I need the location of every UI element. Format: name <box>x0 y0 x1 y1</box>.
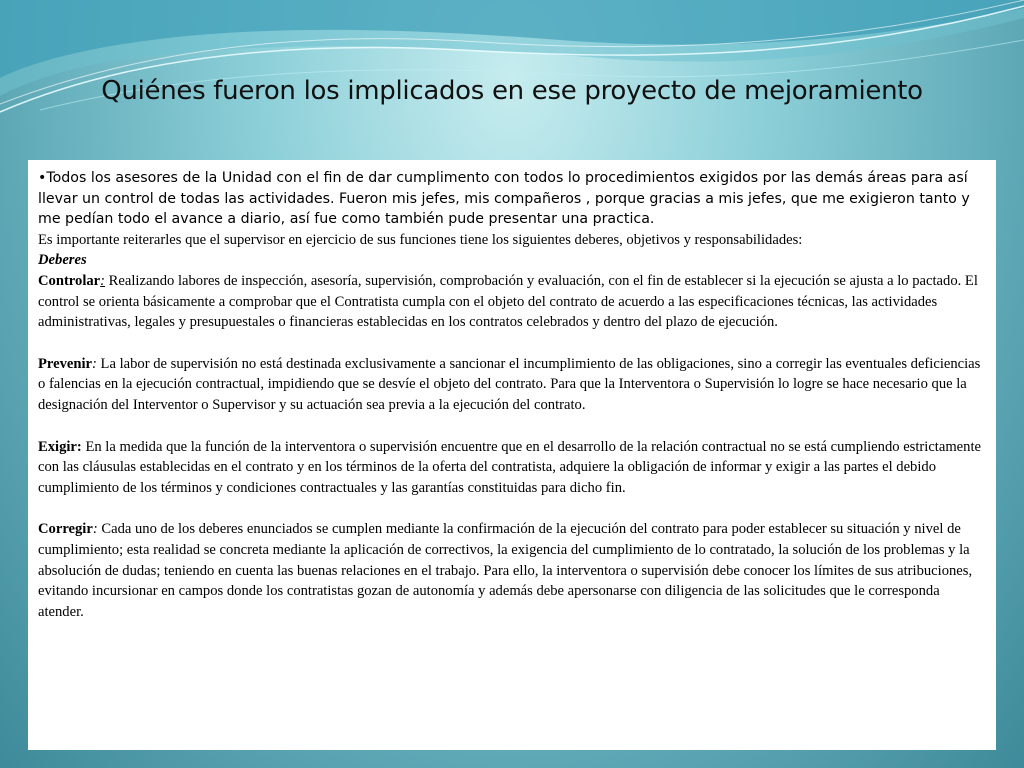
duties-heading: Deberes <box>38 252 87 269</box>
duty-term: Exigir <box>38 438 77 455</box>
duty-colon: : <box>76 438 82 455</box>
duty-colon: : <box>92 521 98 538</box>
duty-prevenir <box>38 354 984 416</box>
duty-controlar <box>38 271 984 333</box>
duty-term: Prevenir <box>38 355 93 372</box>
intro-paragraph: •Todos los asesores de la Unidad con el fin de dar cumplimento con todos lo procedimientos exigidos por las demás áreas para así llevar un control de todas las actividades. Fueron mis jefes, mis compañeros , porque gracias a mis jefes, que me exigieron tanto y me pedían todo el avance a diario, así fue como también pude presentar una practica. <box>38 170 970 227</box>
duty-term: Corregir <box>38 521 93 538</box>
duty-term: Controlar <box>38 272 101 289</box>
duty-corregir <box>38 519 984 623</box>
duty-text: La labor de supervisión no está destinada exclusivamente a sancionar el incumplimiento de las obligaciones, sino a corregir las eventuales deficiencias o falencias en la ejecución contractual, impidiendo que se desvíe el objeto del contrato. Para que la Interventora o Supervisión lo logre se hace necesario que la designación del Interventor o Supervisor y su actuación sea previa a la ejecución del contrato. <box>38 355 981 414</box>
slide-title: Quiénes fueron los implicados en ese proyecto de mejoramiento <box>101 76 923 106</box>
spacer <box>38 499 984 520</box>
spacer <box>38 333 984 354</box>
duty-text: Cada uno de los deberes enunciados se cumplen mediante la confirmación de la ejecución del contrato para poder establecer su situación y nivel de cumplimiento; esta realidad se concreta mediante la aplicación de correctivos, la exigencia del cumplimiento de lo contratado, la solución de los problemas y la absolución de dudas; teniendo en cuenta las buenas relaciones en el trabajo. Para ello, la interventora o supervisión debe conocer los límites de sus atribuciones, evitando incursionar en campos donde los contratistas gozan de autonomía y además debe apersonarse con diligencia de las solicitudes que le corresponda atender. <box>38 521 973 621</box>
duty-exigir <box>38 437 984 499</box>
duty-text: Realizando labores de inspección, asesoría, supervisión, comprobación y evaluación, con el fin de establecer si la ejecución se ajusta a lo pactado. El control se orienta básicamente a comprobar que el Contratista cumpla con el objeto del contrato de acuerdo a las especificaciones técnicas, las actividades administrativas, legales y presupuestales o financieras establecidas en los contratos celebrados y dentro del plazo de ejecución. <box>38 272 978 331</box>
importance-paragraph: Es importante reiterarles que el supervisor en ejercicio de sus funciones tiene los siguientes deberes, objetivos y responsabilidades: <box>38 231 803 248</box>
duty-colon: : <box>100 272 106 289</box>
duty-colon: : <box>92 355 97 372</box>
spacer <box>38 416 984 437</box>
content-box <box>28 160 996 750</box>
duty-text: En la medida que la función de la interventora o supervisión encuentre que en el desarrollo de la relación contractual no se está cumpliendo estrictamente con las cláusulas establecidas en el contrato y en los términos de la oferta del contratista, adquiere la obligación de informar y exigir a las partes el debido cumplimiento de los términos y condiciones contractuales y las garantías constituidas para dicho fin. <box>38 438 981 496</box>
